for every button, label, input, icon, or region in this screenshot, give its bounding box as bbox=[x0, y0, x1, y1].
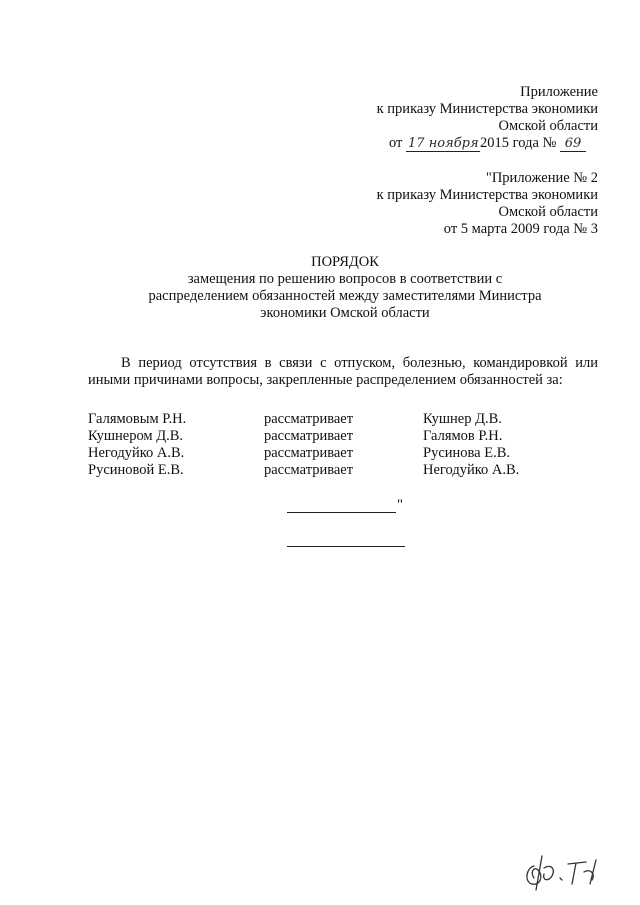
absent-name: Галямовым Р.Н. bbox=[88, 411, 187, 427]
title-line-2: распределением обязанностей между заместителями Министра bbox=[148, 288, 542, 304]
appendix2-line-1: "Приложение № 2 bbox=[485, 170, 598, 186]
separator-line-2 bbox=[287, 546, 405, 547]
title-line-3: экономики Омской области bbox=[260, 305, 430, 321]
appendix-date-line bbox=[389, 135, 586, 152]
separator-line-1 bbox=[287, 512, 396, 513]
substitute-name: Кушнер Д.В. bbox=[423, 411, 502, 427]
date-prefix: от bbox=[389, 135, 403, 151]
substitute-name: Негодуйко А.В. bbox=[423, 462, 520, 478]
intro-text: В период отсутствия в связи с отпуском, болезнью, командировкой или иными причинами вопросы, закрепленные распределением обязанностей за: bbox=[88, 355, 598, 388]
verb: рассматривает bbox=[264, 462, 354, 478]
handwritten-number: 69 bbox=[560, 137, 586, 152]
absent-name: Негодуйко А.В. bbox=[88, 445, 185, 461]
handwritten-date: 17 ноября bbox=[408, 136, 479, 151]
document-heading: ПОРЯДОК bbox=[311, 254, 379, 270]
date-year: 2015 года № bbox=[480, 135, 557, 151]
appendix-line-2: к приказу Министерства экономики bbox=[376, 101, 598, 117]
verb: рассматривает bbox=[264, 411, 354, 427]
appendix2-line-4: от 5 марта 2009 года № 3 bbox=[443, 221, 598, 237]
closing-quote: " bbox=[397, 497, 403, 513]
substitute-name: Русинова Е.В. bbox=[423, 445, 511, 461]
verb: рассматривает bbox=[264, 428, 354, 444]
intro-paragraph bbox=[88, 355, 598, 389]
absent-name: Кушнером Д.В. bbox=[88, 428, 184, 444]
appendix2-line-3: Омской области bbox=[498, 204, 598, 220]
absent-name: Русиновой Е.В. bbox=[88, 462, 184, 478]
appendix-line-1: Приложение bbox=[520, 84, 598, 100]
title-line-1: замещения по решению вопросов в соответствии с bbox=[187, 271, 503, 287]
handwritten-initials-mark bbox=[520, 838, 610, 898]
verb: рассматривает bbox=[264, 445, 354, 461]
appendix-line-3: Омской области bbox=[498, 118, 598, 134]
substitute-name: Галямов Р.Н. bbox=[423, 428, 503, 444]
appendix2-line-2: к приказу Министерства экономики bbox=[376, 187, 598, 203]
